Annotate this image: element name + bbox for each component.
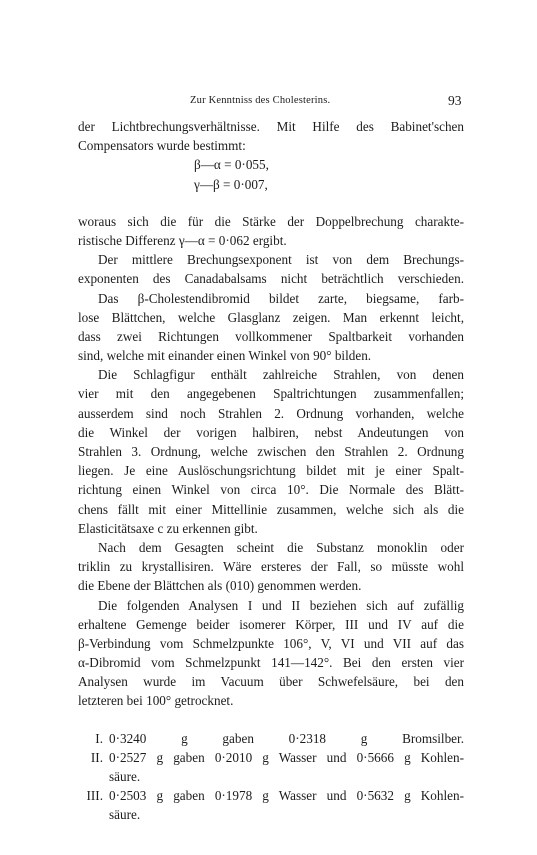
analysis-text: 0·2503 g gaben 0·1978 g Wasser und 0·5632 g Kohlen- bbox=[109, 788, 464, 804]
body-text bbox=[78, 117, 464, 825]
analysis-text: 0·2527 g gaben 0·2010 g Wasser und 0·5666 g Kohlen- bbox=[109, 749, 464, 765]
text-line: die Winkel der vorigen halbiren, nebst Andeutungen von bbox=[78, 424, 464, 440]
text-line: ausserdem sind noch Strahlen 2. Ordnung vorhanden, welche bbox=[78, 405, 464, 421]
analysis-continuation: säure. bbox=[109, 769, 141, 784]
text-line: lose Blättchen, welche Glasglanz zeigen. Man erkennt leicht, bbox=[78, 309, 464, 325]
text-line: dass zwei Richtungen vollkommener Spaltbarkeit vorhanden bbox=[78, 328, 464, 344]
running-title: Zur Kenntniss des Cholesterins. bbox=[190, 95, 331, 106]
text-line: vier mit den angegebenen Spaltrichtungen zusammenfallen; bbox=[78, 386, 464, 402]
text-line: sind, welche mit einander einen Winkel von 90° bilden. bbox=[78, 348, 372, 364]
text-line: richtung einen Winkel von circa 10°. Die Normale des Blätt- bbox=[78, 482, 464, 498]
paragraph-block bbox=[78, 117, 464, 711]
analysis-item bbox=[78, 786, 464, 805]
analysis-continuation: säure. bbox=[109, 807, 141, 823]
text-line: erhaltene Gemenge beider isomerer Körper, III und IV auf die bbox=[78, 616, 464, 632]
text-line: woraus sich die für die Stärke der Doppelbrechung charakte- bbox=[78, 213, 464, 229]
text-line: Strahlen 3. Ordnung, welche zwischen den Strahlen 2. Ordnung bbox=[78, 444, 464, 459]
text-line: Der mittlere Brechungsexponent ist von dem Brechungs- bbox=[98, 252, 464, 268]
analysis-item bbox=[78, 748, 464, 767]
analysis-list bbox=[78, 729, 464, 825]
analysis-text: 0·3240 g gaben 0·2318 g Bromsilber. bbox=[109, 730, 464, 746]
text-line: der Lichtbrechungsverhältnisse. Mit Hilfe des Babinet'schen bbox=[78, 119, 464, 134]
text-line: chens fällt mit einer Mittellinie zusammen, welche sich als die bbox=[78, 501, 464, 517]
text-line: Die Schlagfigur enthält zahlreiche Strahlen, von denen bbox=[98, 367, 464, 383]
page-number: 93 bbox=[448, 93, 462, 108]
text-line: triklin zu krystallisiren. Wäre ersteres der Fall, so müsste wohl bbox=[78, 559, 464, 575]
text-line: ristische Differenz γ—α = 0·062 ergibt. bbox=[78, 232, 287, 248]
text-line: β-Verbindung vom Schmelzpunkte 106°, V, VI und VII auf das bbox=[78, 635, 464, 651]
text-line: α-Dibromid vom Schmelzpunkt 141—142°. Bei den ersten vier bbox=[78, 655, 464, 671]
analysis-number: II. bbox=[90, 749, 103, 765]
text-line: Die folgenden Analysen I und II beziehen sich auf zufällig bbox=[98, 597, 464, 613]
line-gap bbox=[78, 194, 464, 212]
text-line: Das β-Cholestendibromid bildet zarte, biegsame, farb- bbox=[98, 290, 464, 306]
formula-line: β—α = 0·055, bbox=[194, 157, 269, 173]
analysis-number: III. bbox=[86, 788, 103, 804]
text-line: letzteren bei 100° getrocknet. bbox=[78, 693, 234, 709]
analysis-number: I. bbox=[95, 730, 103, 746]
text-line: exponenten des Canadabalsams nicht beträchtlich verschieden. bbox=[78, 271, 464, 287]
text-line: Nach dem Gesagten scheint die Substanz monoklin oder bbox=[98, 539, 464, 555]
text-line: Analysen wurde im Vacuum über Schwefelsäure, bei den bbox=[78, 674, 464, 690]
formula-line: γ—β = 0·007, bbox=[194, 176, 268, 192]
text-line: die Ebene der Blättchen als (010) genommen werden. bbox=[78, 578, 362, 594]
text-line: Compensators wurde bestimmt: bbox=[78, 138, 246, 154]
text-line: Elasticitätsaxe c zu erkennen gibt. bbox=[78, 520, 258, 536]
text-line: liegen. Je eine Auslöschungsrichtung bildet mit je einer Spalt- bbox=[78, 463, 464, 479]
page-header bbox=[0, 95, 537, 111]
analysis-item bbox=[78, 729, 464, 748]
section-gap bbox=[78, 711, 464, 729]
